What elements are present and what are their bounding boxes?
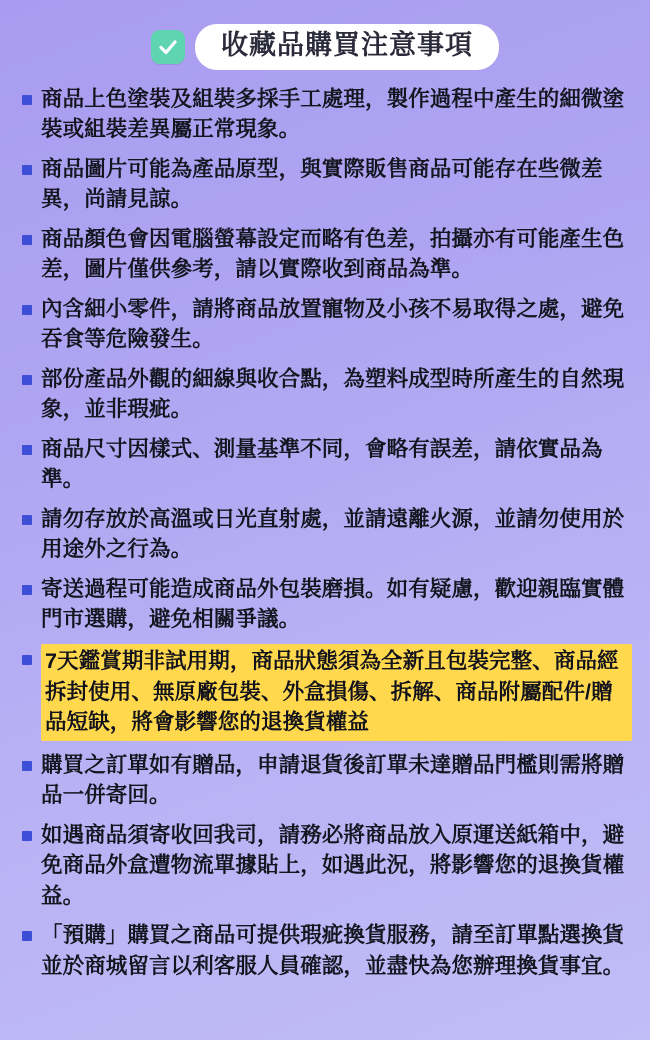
list-item	[18, 750, 632, 811]
list-item-text: 內含細小零件，請將商品放置寵物及小孩不易取得之處，避免吞食等危險發生。	[41, 296, 625, 352]
square-bullet-icon	[22, 165, 32, 175]
list-item-text: 寄送過程可能造成商品外包裝磨損。如有疑慮，歡迎親臨實體門市選購，避免相關爭議。	[41, 576, 625, 632]
list-item-text: 請勿存放於高溫或日光直射處，並請遠離火源，並請勿使用於用途外之行為。	[41, 506, 625, 562]
square-bullet-icon	[22, 375, 32, 385]
square-bullet-icon	[22, 655, 32, 665]
list-item	[18, 574, 632, 635]
list-item-text: 部份產品外觀的細線與收合點，為塑料成型時所產生的自然現象，並非瑕疵。	[41, 366, 625, 422]
square-bullet-icon	[22, 585, 32, 595]
notice-header	[18, 24, 632, 70]
list-item-text: 商品圖片可能為產品原型，與實際販售商品可能存在些微差異，尚請見諒。	[41, 156, 603, 212]
list-item	[18, 434, 632, 495]
page-title: 收藏品購買注意事項	[195, 24, 499, 70]
list-item	[18, 224, 632, 285]
list-item-text: 商品尺寸因樣式、測量基準不同，會略有誤差，請依實品為準。	[41, 436, 603, 492]
square-bullet-icon	[22, 515, 32, 525]
list-item	[18, 504, 632, 565]
list-item-text: 如遇商品須寄收回我司，請務必將商品放入原運送紙箱中，避免商品外盒遭物流單據貼上，如遇此況，將影響您的退換貨權益。	[41, 822, 625, 908]
list-item	[18, 364, 632, 425]
square-bullet-icon	[22, 831, 32, 841]
square-bullet-icon	[22, 95, 32, 105]
square-bullet-icon	[22, 761, 32, 771]
list-item-text: 7天鑑賞期非試用期，商品狀態須為全新且包裝完整、商品經拆封使用、無原廠包裝、外盒損傷、拆解、商品附屬配件/贈品短缺，將會影響您的退換貨權益	[41, 644, 632, 741]
list-item-text: 商品上色塗裝及組裝多採手工處理，製作過程中產生的細微塗裝或組裝差異屬正常現象。	[41, 86, 625, 142]
square-bullet-icon	[22, 445, 32, 455]
list-item-text: 「預購」購買之商品可提供瑕疵換貨服務，請至訂單點選換貨並於商城留言以利客服人員確認，並盡快為您辦理換貨事宜。	[41, 923, 625, 978]
list-item	[18, 920, 632, 981]
notice-list	[18, 84, 632, 981]
list-item	[18, 84, 632, 145]
square-bullet-icon	[22, 931, 32, 941]
list-item	[18, 294, 632, 355]
list-item	[18, 820, 632, 912]
list-item	[18, 644, 632, 741]
list-item-text: 商品顏色會因電腦螢幕設定而略有色差，拍攝亦有可能產生色差，圖片僅供參考，請以實際收到商品為準。	[41, 226, 625, 282]
check-icon	[151, 30, 185, 64]
list-item	[18, 154, 632, 215]
list-item-text: 購買之訂單如有贈品，申請退貨後訂單未達贈品門檻則需將贈品一併寄回。	[41, 752, 625, 808]
square-bullet-icon	[22, 305, 32, 315]
square-bullet-icon	[22, 235, 32, 245]
